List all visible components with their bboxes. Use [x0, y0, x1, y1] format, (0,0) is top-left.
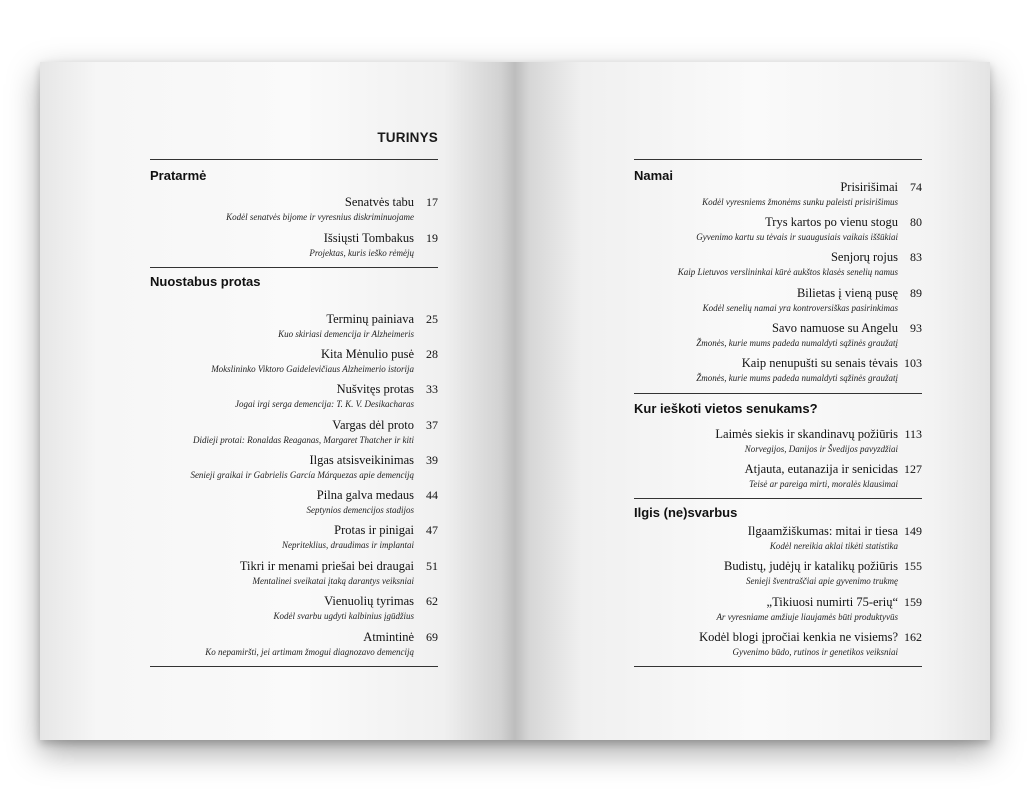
toc-entry	[150, 630, 438, 657]
entry-page-number: 155	[904, 559, 922, 573]
entry-subtitle: Kodėl senatvės bijome ir vyresnius diskriminuojame	[226, 212, 414, 222]
entry-title: Senjorų rojus	[830, 250, 898, 264]
entry-page-number: 25	[426, 312, 438, 326]
entry-title: Ilgaamžiškumas: mitai ir tiesa	[747, 524, 898, 538]
entry-title: Prisirišimai	[840, 180, 898, 194]
section-rule	[150, 666, 438, 667]
entry-title: Budistų, judėjų ir katalikų požiūris	[724, 559, 898, 573]
section-rule	[634, 393, 922, 394]
section-heading-ilgis-nesvarbus: Ilgis (ne)svarbus	[634, 505, 738, 520]
entry-page-number: 47	[426, 523, 438, 537]
toc-entry	[634, 427, 922, 454]
entry-title: Bilietas į vieną pusę	[796, 286, 898, 300]
entry-page-number: 17	[426, 195, 438, 209]
entry-title: „Tikiuosi numirti 75-erių“	[766, 595, 898, 609]
toc-entry	[150, 382, 438, 409]
entry-subtitle: Nepriteklius, draudimas ir implantai	[281, 540, 414, 550]
entry-title: Vargas dėl proto	[332, 418, 414, 432]
entry-subtitle: Kodėl vyresniems žmonėms sunku paleisti prisirišimus	[702, 197, 898, 207]
section-rule	[634, 159, 922, 160]
right-page	[515, 62, 990, 740]
toc-entry	[150, 453, 438, 480]
entry-title: Vienuolių tyrimas	[324, 594, 414, 608]
entry-subtitle: Ko nepamiršti, jei artimam žmogui diagnozavo demenciją	[205, 647, 414, 657]
toc-entry	[634, 356, 922, 383]
entry-subtitle: Norvegijos, Danijos ir Švedijos pavyzdžiai	[744, 444, 898, 454]
entry-page-number: 127	[904, 462, 922, 476]
toc-entry	[634, 559, 922, 586]
toc-entry	[634, 595, 922, 622]
entry-title: Atmintinė	[363, 630, 414, 644]
entry-title: Kaip nenupušti su senais tėvais	[741, 356, 898, 370]
entry-page-number: 44	[426, 488, 438, 502]
toc-entry	[634, 215, 922, 242]
toc-entry	[150, 594, 438, 621]
entry-subtitle: Projektas, kuris ieško rėmėjų	[309, 248, 414, 258]
toc-entry	[150, 347, 438, 374]
section-rule	[634, 498, 922, 499]
entry-page-number: 62	[426, 594, 438, 608]
section-heading-pratarme: Pratarmė	[150, 168, 207, 183]
entry-page-number: 113	[904, 427, 922, 441]
entry-page-number: 69	[426, 630, 438, 644]
section-rule	[150, 159, 438, 160]
entry-page-number: 83	[910, 250, 922, 264]
entry-subtitle: Žmonės, kurie mums padeda numaldyti sąžinės graužatį	[696, 373, 898, 383]
entry-page-number: 39	[426, 453, 438, 467]
entry-page-number: 89	[910, 286, 922, 300]
entry-subtitle: Gyvenimo būdo, rutinos ir genetikos veiksniai	[732, 647, 898, 657]
entry-title: Laimės siekis ir skandinavų požiūris	[715, 427, 898, 441]
toc-entry	[634, 250, 922, 277]
entry-title: Nušvitęs protas	[336, 382, 414, 396]
toc-entry	[150, 488, 438, 515]
entry-page-number: 80	[910, 215, 922, 229]
entry-subtitle: Mentalinei sveikatai įtaką darantys veiksniai	[252, 576, 414, 586]
entry-title: Atjauta, eutanazija ir senicidas	[744, 462, 898, 476]
section-rule	[150, 267, 438, 268]
entry-page-number: 93	[910, 321, 922, 335]
entry-page-number: 103	[904, 356, 922, 370]
toc-entry	[150, 195, 438, 222]
entry-title: Pilna galva medaus	[316, 488, 414, 502]
toc-title: TURINYS	[377, 130, 438, 145]
entry-page-number: 149	[904, 524, 922, 538]
entry-title: Kita Mėnulio pusė	[320, 347, 414, 361]
entry-title: Ilgas atsisveikinimas	[309, 453, 414, 467]
entry-title: Išsiųsti Tombakus	[323, 231, 414, 245]
entry-title: Protas ir pinigai	[334, 523, 414, 537]
entry-page-number: 37	[426, 418, 438, 432]
entry-title: Tikri ir menami priešai bei draugai	[239, 559, 414, 573]
left-page	[40, 62, 515, 740]
entry-page-number: 74	[910, 180, 922, 194]
entry-subtitle: Mokslininko Viktoro Gaidelevičiaus Alzheimerio istorija	[211, 364, 414, 374]
entry-page-number: 28	[426, 347, 438, 361]
entry-subtitle: Gyvenimo kartu su tėvais ir suaugusiais vaikais iššūkiai	[696, 232, 898, 242]
toc-entry	[150, 312, 438, 339]
toc-entry	[634, 286, 922, 313]
toc-entry	[634, 321, 922, 348]
toc-entry	[150, 231, 438, 258]
entry-title: Senatvės tabu	[344, 195, 414, 209]
entry-page-number: 159	[904, 595, 922, 609]
entry-subtitle: Kuo skiriasi demencija ir Alzheimeris	[278, 329, 414, 339]
entry-subtitle: Kodėl nereikia aklai tikėti statistika	[769, 541, 898, 551]
entry-subtitle: Senieji šventraščiai apie gyvenimo trukmę	[746, 576, 898, 586]
entry-title: Terminų painiava	[326, 312, 414, 326]
entry-page-number: 51	[426, 559, 438, 573]
entry-page-number: 162	[904, 630, 922, 644]
entry-subtitle: Didieji protai: Ronaldas Reaganas, Margaret Thatcher ir kiti	[193, 435, 414, 445]
entry-subtitle: Septynios demencijos stadijos	[306, 505, 414, 515]
entry-subtitle: Kodėl senelių namai yra kontroversiškas pasirinkimas	[702, 303, 898, 313]
section-heading-kur-ieskoti: Kur ieškoti vietos senukams?	[634, 401, 818, 416]
toc-entry	[150, 559, 438, 586]
open-book	[40, 62, 990, 740]
section-heading-nuostabus-protas: Nuostabus protas	[150, 274, 261, 289]
entry-title: Kodėl blogi įpročiai kenkia ne visiems?	[699, 630, 898, 644]
entry-subtitle: Žmonės, kurie mums padeda numaldyti sąžinės graužatį	[696, 338, 898, 348]
entry-subtitle: Senieji graikai ir Gabrielis García Márquezas apie demenciją	[190, 470, 414, 480]
entry-title: Savo namuose su Angelu	[771, 321, 898, 335]
toc-entry	[150, 523, 438, 550]
entry-title: Trys kartos po vienu stogu	[765, 215, 898, 229]
entry-subtitle: Jogai irgi serga demencija: T. K. V. Desikacharas	[235, 399, 414, 409]
entry-subtitle: Kodėl svarbu ugdyti kalbinius įgūdžius	[273, 611, 414, 621]
toc-entry	[634, 524, 922, 551]
toc-entry	[150, 418, 438, 445]
section-rule	[634, 666, 922, 667]
toc-entry	[634, 462, 922, 489]
entry-subtitle: Kaip Lietuvos verslininkai kūrė aukštos klasės senelių namus	[677, 267, 898, 277]
toc-entry	[634, 180, 922, 207]
entry-page-number: 33	[426, 382, 438, 396]
entry-page-number: 19	[426, 231, 438, 245]
toc-entry	[634, 630, 922, 657]
entry-subtitle: Teisė ar pareiga mirti, moralės klausimai	[749, 479, 898, 489]
entry-subtitle: Ar vyresniame amžiuje liaujamės būti produktyvūs	[716, 612, 898, 622]
section-heading-namai: Namai	[634, 168, 674, 183]
